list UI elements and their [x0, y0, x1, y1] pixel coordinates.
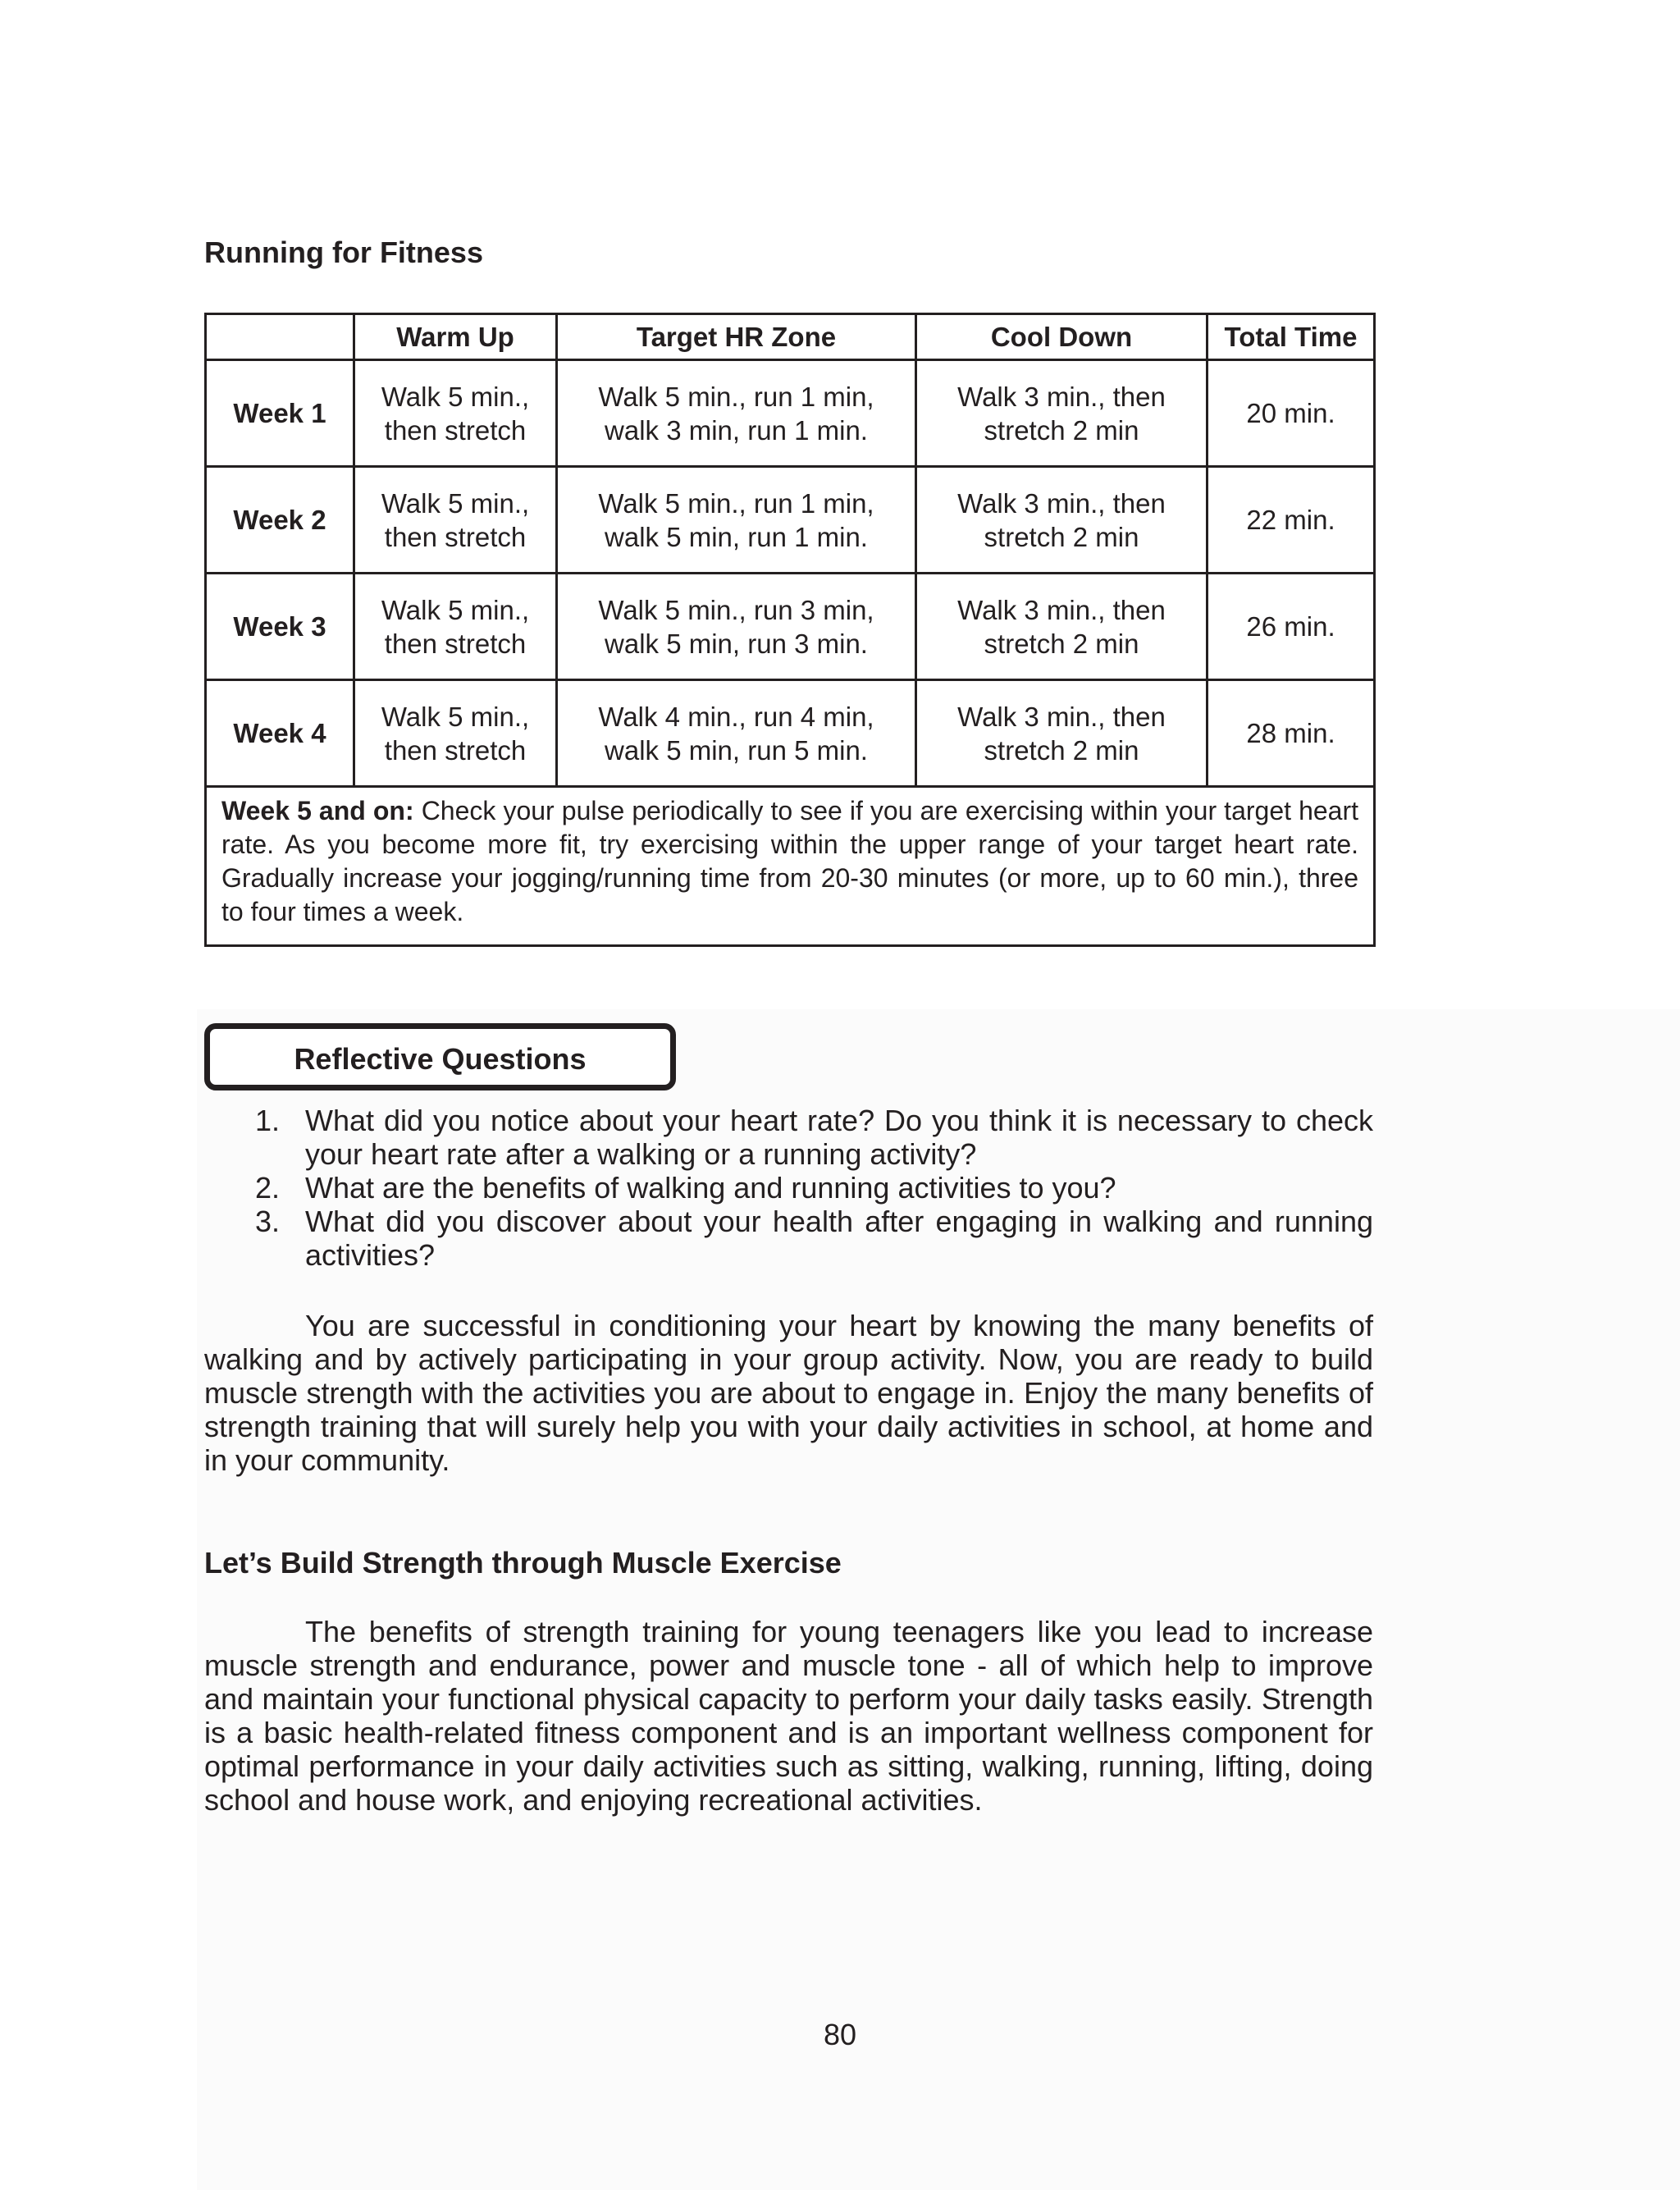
list-item: [204, 1205, 1373, 1272]
header-target-hr-zone: Target HR Zone: [557, 314, 916, 360]
week-label: Week 1: [206, 360, 354, 467]
reflective-questions-box: [204, 1023, 676, 1090]
cool-down-cell: Walk 3 min., then stretch 2 min: [916, 467, 1208, 574]
table-row: [206, 680, 1375, 787]
warm-up-cell: Walk 5 min., then stretch: [354, 680, 557, 787]
conditioning-paragraph: You are successful in conditioning your heart by knowing the many benefits of walking and by actively participating in your group activity. Now, you are ready to build muscle strength with the activities you are about to engage in. Enjoy the many benefits of strength training that will surely help you with your daily activities in school, at home and in your community.: [204, 1309, 1373, 1477]
cool-down-cell: Walk 3 min., then stretch 2 min: [916, 360, 1208, 467]
note-text: Check your pulse periodically to see if you are exercising within your target heart rate. As you become more fit, try exercising within the upper range of your target heart rate. Gradually increase your jogging/running time from 20-30 minutes (or more, up to 60 min.), three to four times a week.: [221, 796, 1359, 926]
reflective-questions-list: [204, 1104, 1373, 1272]
total-time-cell: 22 min.: [1208, 467, 1375, 574]
question-text: What are the benefits of walking and running activities to you?: [305, 1171, 1116, 1205]
total-time-cell: 20 min.: [1208, 360, 1375, 467]
reflective-questions-title: Reflective Questions: [294, 1042, 587, 1076]
week-label: Week 4: [206, 680, 354, 787]
header-warm-up: Warm Up: [354, 314, 557, 360]
target-zone-cell: Walk 4 min., run 4 min, walk 5 min, run 5 min.: [557, 680, 916, 787]
question-number: 2.: [255, 1171, 281, 1205]
table-row: [206, 467, 1375, 574]
table-row: [206, 574, 1375, 680]
total-time-cell: 26 min.: [1208, 574, 1375, 680]
cool-down-cell: Walk 3 min., then stretch 2 min: [916, 680, 1208, 787]
section-heading-strength: Let’s Build Strength through Muscle Exercise: [204, 1546, 842, 1580]
table-note-row: [206, 787, 1375, 946]
header-total-time: Total Time: [1208, 314, 1375, 360]
question-number: 3.: [255, 1205, 281, 1238]
page-number: 80: [823, 2018, 857, 2051]
warm-up-cell: Walk 5 min., then stretch: [354, 467, 557, 574]
running-schedule-table: [204, 313, 1376, 947]
list-item: [204, 1104, 1373, 1171]
cool-down-cell: Walk 3 min., then stretch 2 min: [916, 574, 1208, 680]
note-label: Week 5 and on:: [221, 796, 414, 825]
week-label: Week 2: [206, 467, 354, 574]
list-item: [204, 1171, 1373, 1205]
warm-up-cell: Walk 5 min., then stretch: [354, 360, 557, 467]
week-5-note: [206, 787, 1375, 946]
total-time-cell: 28 min.: [1208, 680, 1375, 787]
target-zone-cell: Walk 5 min., run 1 min, walk 5 min, run 1 min.: [557, 467, 916, 574]
warm-up-cell: Walk 5 min., then stretch: [354, 574, 557, 680]
target-zone-cell: Walk 5 min., run 3 min, walk 5 min, run 3 min.: [557, 574, 916, 680]
header-cool-down: Cool Down: [916, 314, 1208, 360]
section-heading-running: Running for Fitness: [204, 235, 483, 269]
question-text: What did you discover about your health after engaging in walking and running activities?: [305, 1205, 1373, 1272]
question-text: What did you notice about your heart rate? Do you think it is necessary to check your heart rate after a walking or a running activity?: [305, 1104, 1373, 1171]
week-label: Week 3: [206, 574, 354, 680]
header-empty: [206, 314, 354, 360]
strength-paragraph: The benefits of strength training for young teenagers like you lead to increase muscle strength and endurance, power and muscle tone - all of which help to improve and maintain your functional physical capacity to perform your daily tasks easily. Strength is a basic health-related fitness component and is an important wellness component for optimal performance in your daily activities such as sitting, walking, running, lifting, doing school and house work, and enjoying recreational activities.: [204, 1615, 1373, 1817]
table-header-row: [206, 314, 1375, 360]
question-number: 1.: [255, 1104, 281, 1137]
table-row: [206, 360, 1375, 467]
target-zone-cell: Walk 5 min., run 1 min, walk 3 min, run 1 min.: [557, 360, 916, 467]
